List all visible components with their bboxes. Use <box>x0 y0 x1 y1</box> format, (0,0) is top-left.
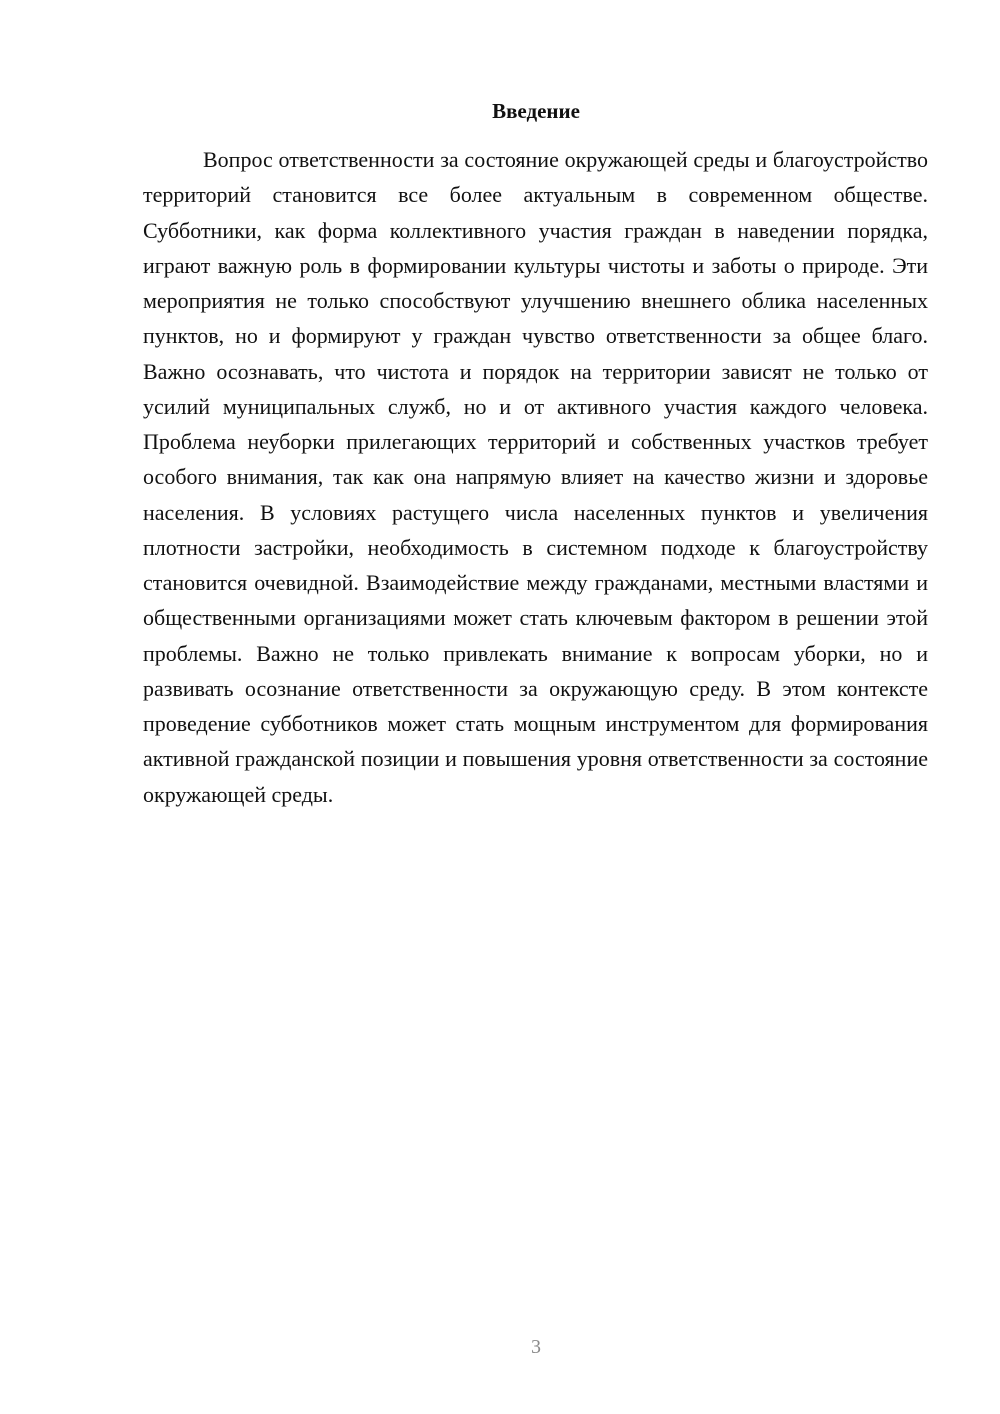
section-heading: Введение <box>492 99 580 123</box>
page-number: 3 <box>531 1336 541 1358</box>
body-paragraph: Вопрос ответственности за состояние окружающей среды и благоустройство территорий становится все более актуальным в современном обществе. Субботники, как форма коллективного участия граждан в наведении порядка, играют важную роль в формировании культуры чистоты и заботы о природе. Эти мероприятия не только способствуют улучшению внешнего облика населенных пунктов, но и формируют у граждан чувство ответственности за общее благо. Важно осознавать, что чистота и порядок на территории зависят не только от усилий муниципальных служб, но и от активного участия каждого человека. Проблема неуборки прилегающих территорий и собственных участков требует особого внимания, так как она напрямую влияет на качество жизни и здоровье населения. В условиях растущего числа населенных пунктов и увеличения плотности застройки, необходимость в системном подходе к благоустройству становится очевидной. Взаимодействие между гражданами, местными властями и общественными организациями может стать ключевым фактором в решении этой проблемы. Важно не только привлекать внимание к вопросам уборки, но и развивать осознание ответственности за окружающую среду. В этом контексте проведение субботников может стать мощным инструментом для формирования активной гражданской позиции и повышения уровня ответственности за состояние окружающей среды. <box>143 147 928 807</box>
